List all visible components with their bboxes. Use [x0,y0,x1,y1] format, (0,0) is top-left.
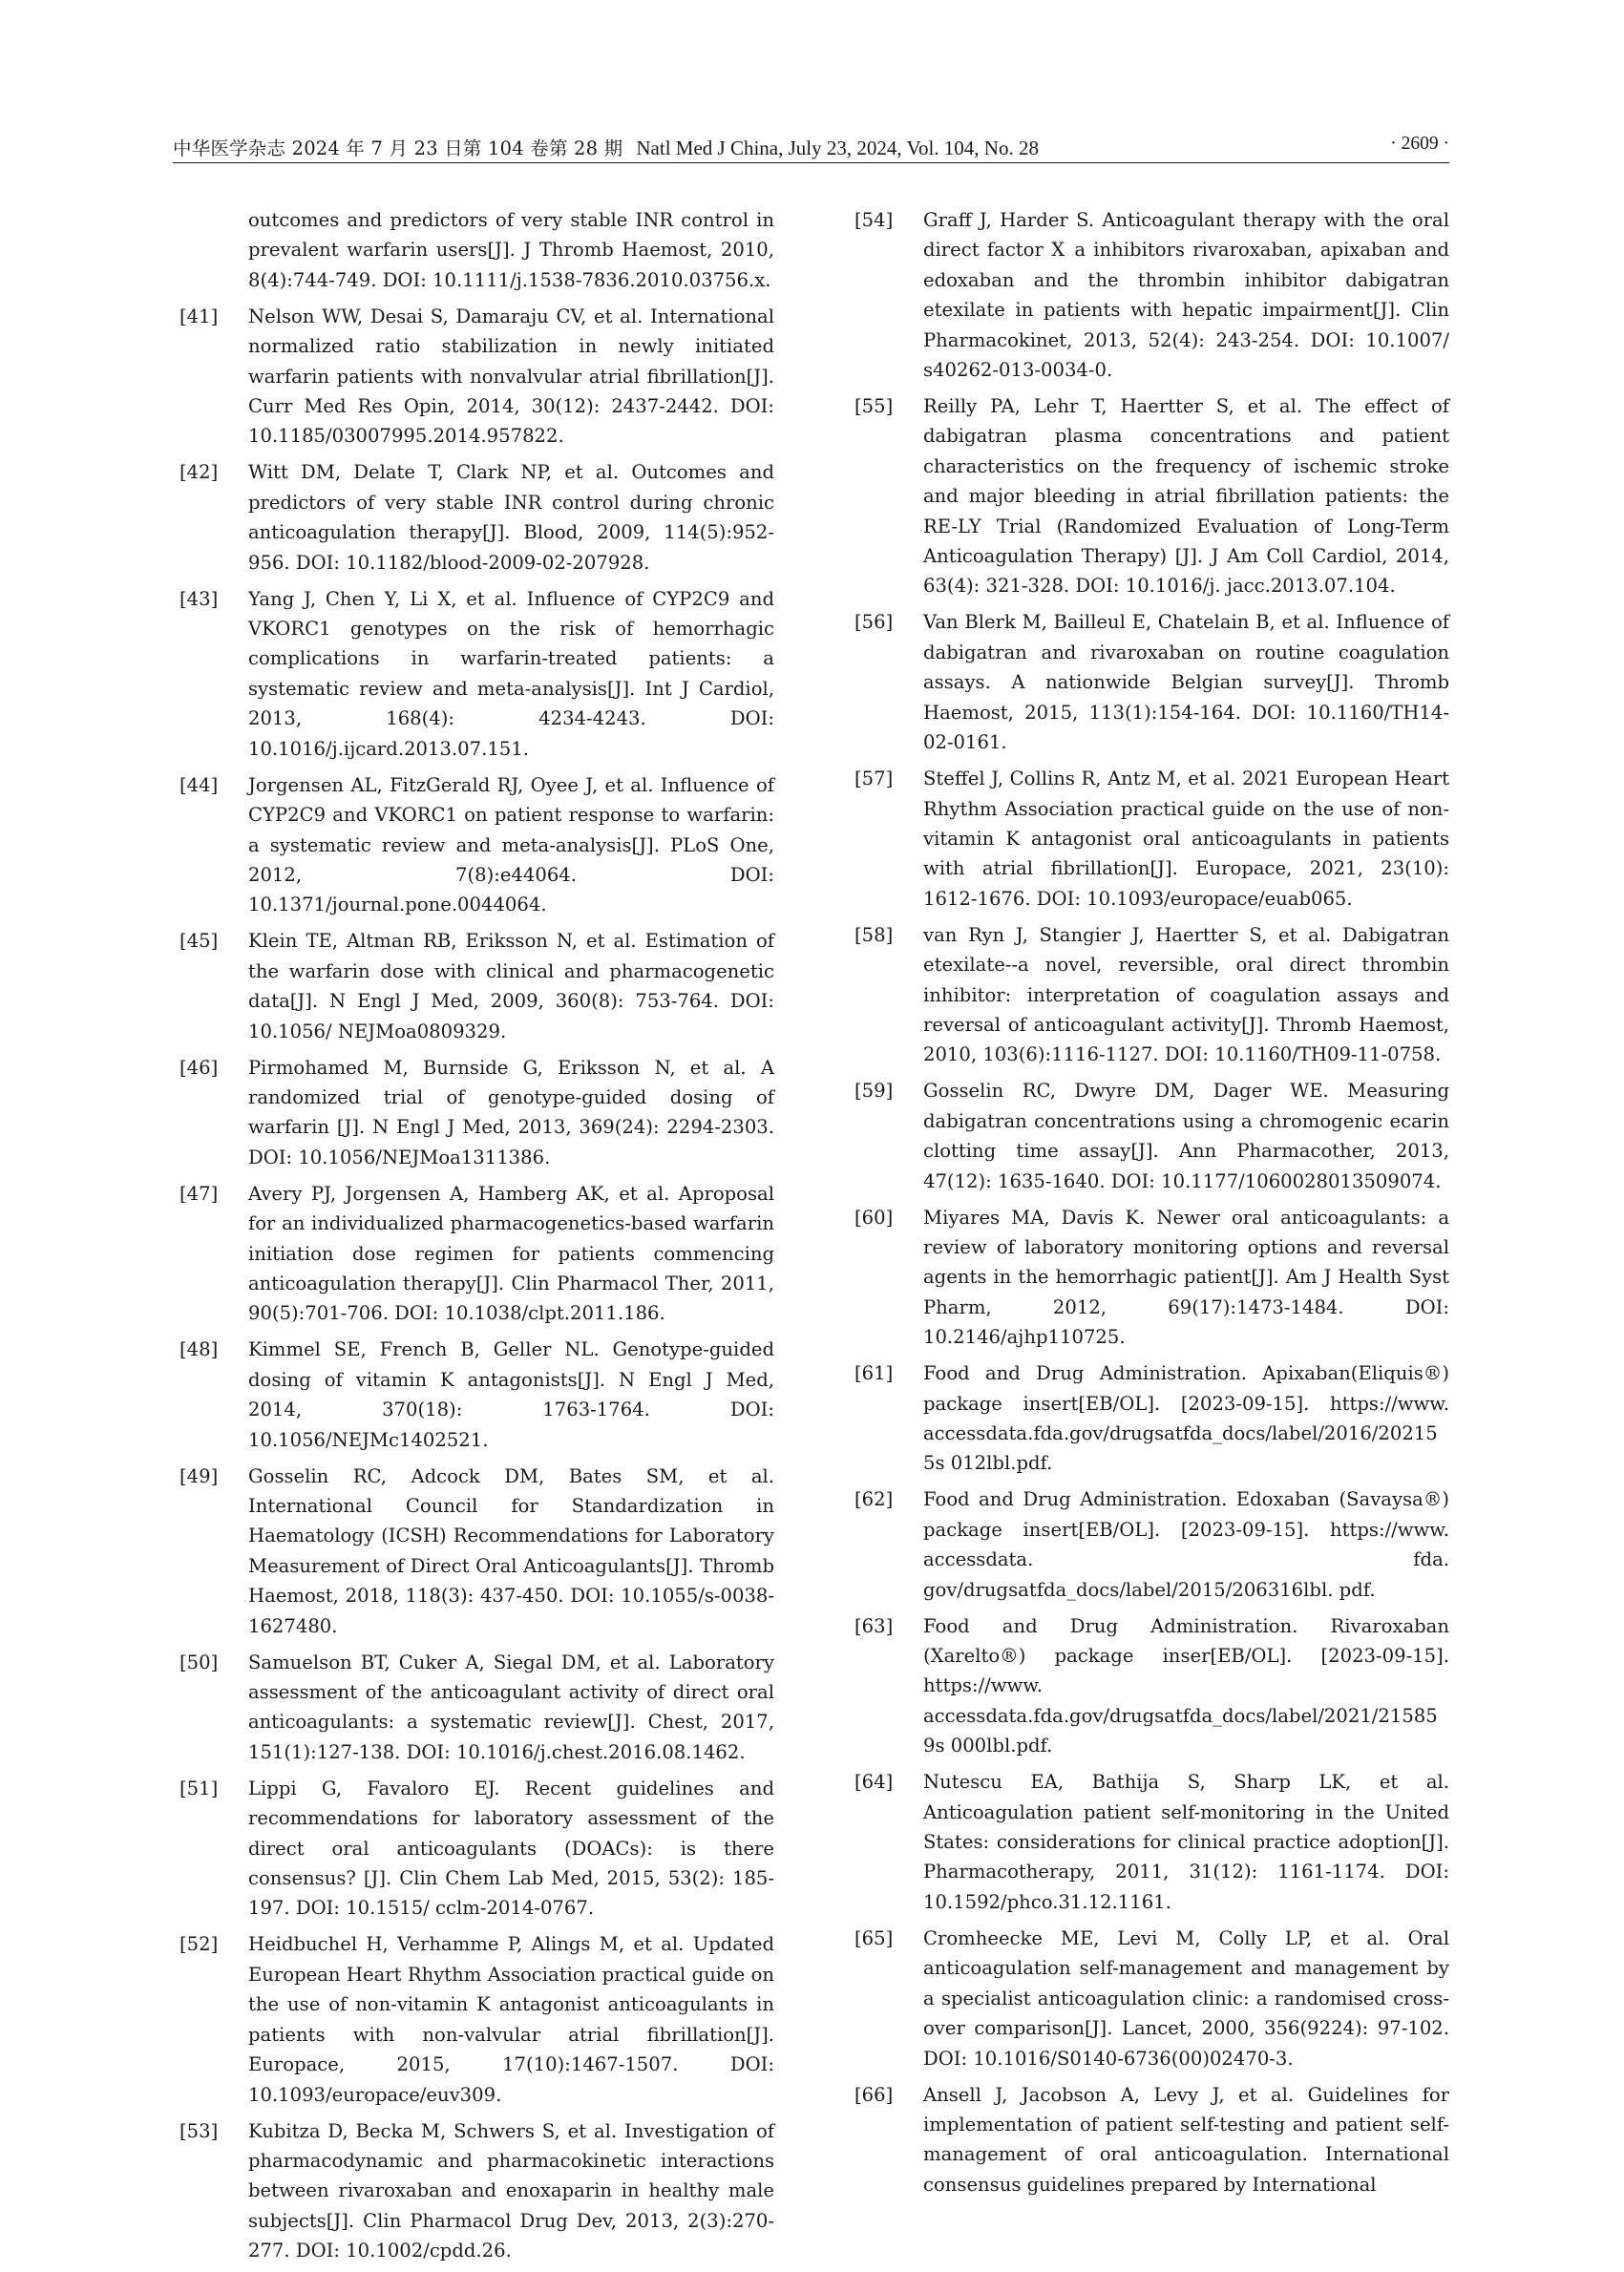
reference-number: [58] [854,923,894,946]
reference-entry [179,1053,774,1173]
reference-entry [179,1462,774,1641]
reference-text: Heidbuchel H, Verhamme P, Alings M, et al. Updated European Heart Rhythm Association practical guide on the use of non-vitamin K antagonist anticoagulants in patients with non-valvular atrial fibrillation[J]. Europace, 2015, 17(10):1467-1507. DOI: 10.1093/europace/euv309. [248,1933,774,2106]
reference-number: [42] [179,461,219,484]
reference-entry [179,2116,774,2266]
reference-entry [179,205,774,295]
reference-number: [48] [179,1338,219,1361]
reference-text: Gosselin RC, Dwyre DM, Dager WE. Measuring dabigatran concentrations using a chromogenic ecarin clotting time assay[J]. Ann Pharmacother, 2013, 47(12): 1635-1640. DOI: 10.1177/1060028013509074. [923,1080,1449,1192]
reference-text: Food and Drug Administration. Apixaban(Eliquis®) package insert[EB/OL]. [2023-09-15]. https://www. accessdata.fda.gov/drugsatfda_docs/label/2016/202155s 012lbl.pdf. [923,1362,1449,1475]
reference-number: [66] [854,2083,894,2106]
reference-text: Cromheecke ME, Levi M, Colly LP, et al. Oral anticoagulation self-management and management by a specialist anticoagulation clinic: a randomised cross-over comparison[J]. Lancet, 2000, 356(9224): 97-102. DOI: 10.1016/S0140-6736(00)02470-3. [923,1926,1449,2070]
reference-number: [54] [854,209,894,231]
reference-number: [65] [854,1926,894,1949]
reference-text: van Ryn J, Stangier J, Haertter S, et al. Dabigatran etexilate--a novel, reversible, oral direct thrombin inhibitor: interpretation of coagulation assays and reversal of anticoagulant activity[J]. Thromb Haemost, 2010, 103(6):1116-1127. DOI: 10.1160/TH09-11-0758. [923,923,1449,1066]
reference-number: [41] [179,305,219,327]
reference-number: [61] [854,1362,894,1385]
reference-entry [179,584,774,764]
reference-text: Steffel J, Collins R, Antz M, et al. 2021 European Heart Rhythm Association practical guide on the use of non-vitamin K antagonist oral anticoagulants in patients with atrial fibrillation[J]. Europace, 2021, 23(10): 1612-1676. DOI: 10.1093/europace/euab065. [923,768,1449,910]
reference-text: Jorgensen AL, FitzGerald RJ, Oyee J, et al. Influence of CYP2C9 and VKORC1 on patient response to warfarin: a systematic review and meta-analysis[J]. PLoS One, 2012, 7(8):e44064. DOI: 10.1371/journal.pone.0044064. [248,773,774,916]
reference-entry [179,926,774,1046]
reference-entry [854,205,1449,385]
reference-text: Food and Drug Administration. Edoxaban (Savaysa®) package insert[EB/OL]. [2023-09-15]. https://www. accessdata. fda. gov/drugsatfda_docs/label/2015/206316lbl. pdf. [923,1488,1449,1601]
reference-number: [57] [854,768,894,790]
reference-text: Nelson WW, Desai S, Damaraju CV, et al. International normalized ratio stabilization in newly initiated warfarin patients with nonvalvular atrial fibrillation[J]. Curr Med Res Opin, 2014, 30(12): 2437-2442. DOI: 10.1185/03007995.2014.957822. [248,305,774,448]
reference-entry [179,1179,774,1329]
reference-number: [62] [854,1488,894,1511]
journal-title-chinese: 中华医学杂志 2024 年 7 月 23 日第 104 卷第 28 期 [173,137,623,159]
reference-entry [179,1774,774,1924]
reference-number: [49] [179,1464,219,1487]
reference-text: Avery PJ, Jorgensen A, Hamberg AK, et al. Aproposal for an individualized pharmacogenetics-based warfarin initiation dose regimen for patients commencing anticoagulation therapy[J]. Clin Pharmacol Ther, 2011, 90(5):701-706. DOI: 10.1038/clpt.2011.186. [248,1182,774,1325]
reference-number: [51] [179,1777,219,1799]
reference-number: [59] [854,1080,894,1103]
reference-number: [50] [179,1651,219,1673]
reference-entry [179,457,774,578]
reference-text: Nutescu EA, Bathija S, Sharp LK, et al. Anticoagulation patient self-monitoring in the United States: considerations for clinical practice adoption[J]. Pharmacotherapy, 2011, 31(12): 1161-1174. DOI: 10.1592/phco.31.12.1161. [923,1771,1449,1913]
reference-entry [854,1358,1449,1479]
reference-text: Witt DM, Delate T, Clark NP, et al. Outcomes and predictors of very stable INR control during chronic anticoagulation therapy[J]. Blood, 2009, 114(5):952-956. DOI: 10.1182/blood-2009-02-207928. [248,461,774,574]
reference-text: Miyares MA, Davis K. Newer oral anticoagulants: a review of laboratory monitoring options and reversal agents in the hemorrhagic patient[J]. Am J Health Syst Pharm, 2012, 69(17):1473-1484. DOI: 10.2146/ajhp110725. [923,1206,1449,1349]
journal-citation [173,134,1039,160]
reference-number: [63] [854,1614,894,1637]
reference-entry [854,391,1449,601]
reference-entry [179,770,774,920]
reference-entry [854,1924,1449,2073]
reference-number: [45] [179,930,219,953]
reference-text: Pirmohamed M, Burnside G, Eriksson N, et al. A randomized trial of genotype-guided dosing of warfarin [J]. N Engl J Med, 2013, 369(24): 2294-2303. DOI: 10.1056/NEJMoa1311386. [248,1056,774,1168]
reference-entry [854,1203,1449,1353]
reference-text: Food and Drug Administration. Rivaroxaban (Xarelto®) package inser[EB/OL]. [2023-09-15]. https://www. accessdata.fda.gov/drugsatfda_docs/label/2021/215859s 000lbl.pdf. [923,1614,1449,1757]
reference-number: [56] [854,611,894,634]
references-left-column [179,205,774,2272]
reference-text: Kubitza D, Becka M, Schwers S, et al. Investigation of pharmacodynamic and pharmacokinetic interactions between rivaroxaban and enoxaparin in healthy male subjects[J]. Clin Pharmacol Drug Dev, 2013, 2(3):270-277. DOI: 10.1002/cpdd.26. [248,2119,774,2262]
reference-text: Yang J, Chen Y, Li X, et al. Influence of CYP2C9 and VKORC1 genotypes on the risk of hemorrhagic complications in warfarin-treated patients: a systematic review and meta-analysis[J]. Int J Cardiol, 2013, 168(4): 4234-4243. DOI: 10.1016/j.ijcard.2013.07.151. [248,587,774,760]
reference-number: [53] [179,2119,219,2142]
reference-number: [60] [854,1206,894,1229]
reference-entry [179,1648,774,1768]
reference-entry [854,920,1449,1070]
reference-text: Kimmel SE, French B, Geller NL. Genotype-guided dosing of vitamin K antagonists[J]. N Engl J Med, 2014, 370(18): 1763-1764. DOI: 10.1056/NEJMc1402521. [248,1338,774,1451]
reference-text: Reilly PA, Lehr T, Haertter S, et al. The effect of dabigatran plasma concentrations and patient characteristics on the frequency of ischemic stroke and major bleeding in atrial fibrillation patients: the RE-LY Trial (Randomized Evaluation of Long-Term Anticoagulation Therapy) [J]. J Am Coll Cardiol, 2014, 63(4): 321-328. DOI: 10.1016/j. jacc.2013.07.104. [923,395,1449,598]
reference-text: outcomes and predictors of very stable INR control in prevalent warfarin users[J]. J Thromb Haemost, 2010, 8(4):744-749. DOI: 10.1111/j.1538-7836.2010.03756.x. [248,209,774,291]
reference-entry [179,1929,774,2109]
reference-number: [46] [179,1056,219,1079]
reference-number: [47] [179,1182,219,1205]
reference-entry [854,1484,1449,1605]
reference-number: [55] [854,395,894,418]
reference-entry [854,1611,1449,1761]
reference-entry [179,1335,774,1455]
reference-text: Klein TE, Altman RB, Eriksson N, et al. Estimation of the warfarin dose with clinical and pharmacogenetic data[J]. N Engl J Med, 2009, 360(8): 753-764. DOI: 10.1056/ NEJMoa0809329. [248,930,774,1042]
reference-entry [179,302,774,452]
reference-entry [854,607,1449,757]
reference-text: Ansell J, Jacobson A, Levy J, et al. Guidelines for implementation of patient self-testing and patient self-management of oral anticoagulation. International consensus guidelines prepared by International [923,2083,1449,2196]
reference-entry [854,764,1449,914]
reference-entry [854,1076,1449,1196]
reference-number: [64] [854,1771,894,1794]
reference-text: Graff J, Harder S. Anticoagulant therapy with the oral direct factor Ⅹ a inhibitors rivaroxaban, apixaban and edoxaban and the thrombin inhibitor dabigatran etexilate in patients with hepatic impairment[J]. Clin Pharmacokinet, 2013, 52(4): 243-254. DOI: 10.1007/ s40262-013-0034-0. [923,209,1449,382]
journal-title-english: Natl Med J China, July 23, 2024, Vol. 104, No. 28 [636,137,1039,159]
reference-text: Lippi G, Favaloro EJ. Recent guidelines and recommendations for laboratory assessment of the direct oral anticoagulants (DOACs): is there consensus? [J]. Clin Chem Lab Med, 2015, 53(2): 185-197. DOI: 10.1515/ cclm-2014-0767. [248,1777,774,1920]
page-number: · 2609 · [1390,134,1449,154]
reference-text: Gosselin RC, Adcock DM, Bates SM, et al. International Council for Standardization in Haematology (ICSH) Recommendations for Laboratory Measurement of Direct Oral Anticoagulants[J]. Thromb Haemost, 2018, 118(3): 437-450. DOI: 10.1055/s-0038-1627480. [248,1464,774,1637]
reference-number: [52] [179,1933,219,1956]
reference-number: [43] [179,587,219,610]
reference-entry [854,2080,1449,2200]
reference-number: [44] [179,773,219,796]
references-right-column [854,205,1449,2206]
reference-text: Van Blerk M, Bailleul E, Chatelain B, et al. Influence of dabigatran and rivaroxaban on routine coagulation assays. A nationwide Belgian survey[J]. Thromb Haemost, 2015, 113(1):154-164. DOI: 10.1160/TH14-02-0161. [923,611,1449,754]
reference-entry [854,1767,1449,1917]
running-header [173,130,1449,163]
reference-text: Samuelson BT, Cuker A, Siegal DM, et al. Laboratory assessment of the anticoagulant activity of direct oral anticoagulants: a systematic review[J]. Chest, 2017, 151(1):127-138. DOI: 10.1016/j.chest.2016.08.1462. [248,1651,774,1763]
